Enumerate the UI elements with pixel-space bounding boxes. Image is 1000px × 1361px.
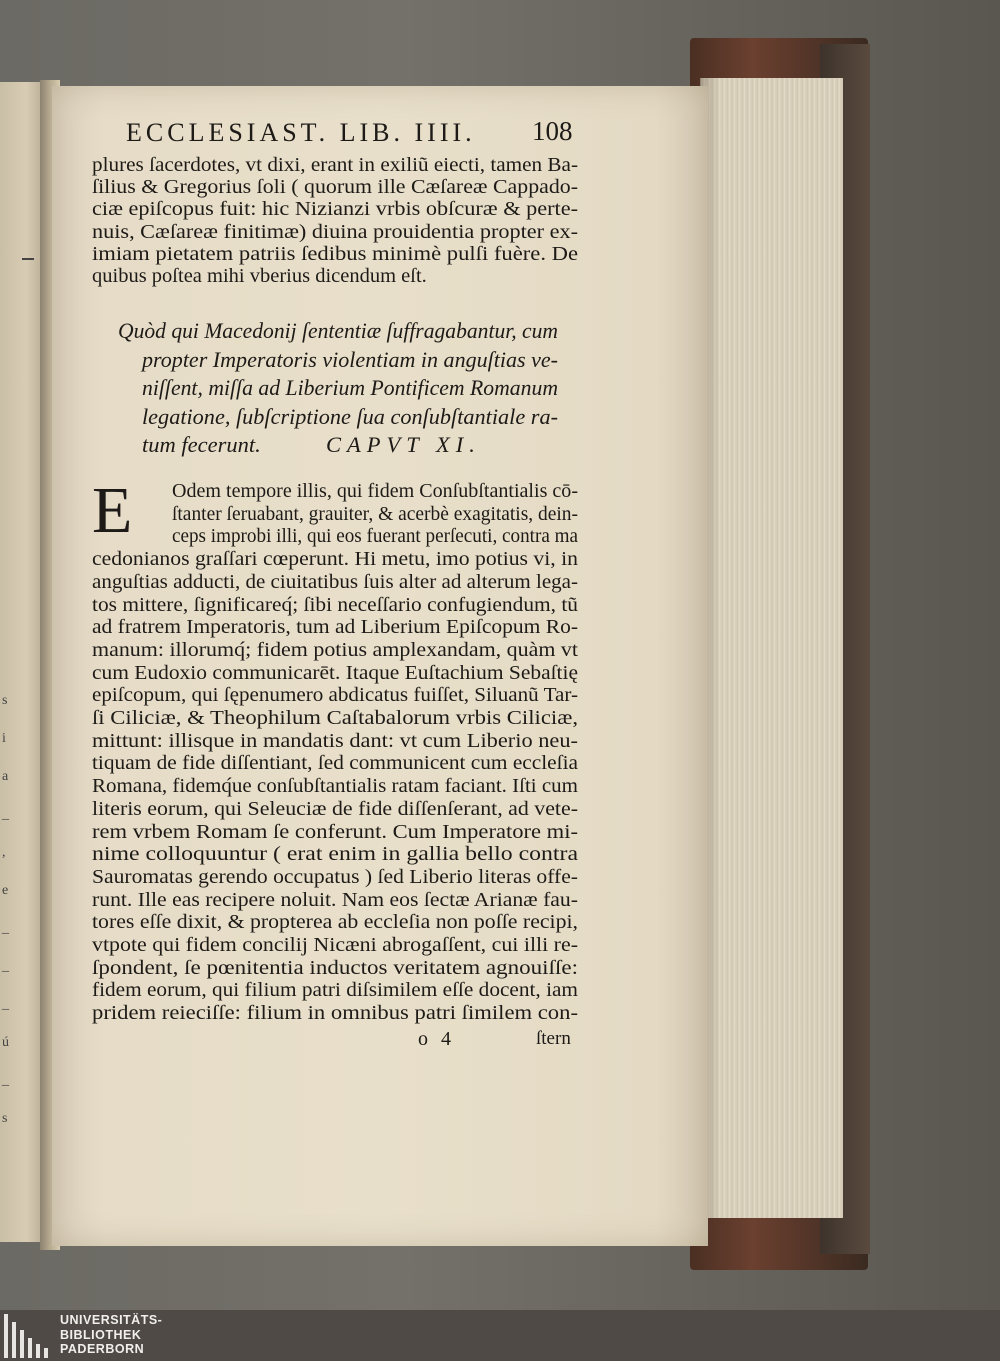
logo-bar [20,1330,24,1358]
text-line: tores eſſe dixit, & propterea ab eccleſia non poſſe recipi, [92,911,578,934]
heading-line: Quòd qui Macedonij ſententiæ ſuffragabantur, cum [118,318,558,343]
library-logo-text [60,1313,162,1357]
page-number: 108 [532,116,573,146]
logo-bar [4,1314,8,1358]
previous-page-marks [2,682,16,1138]
text-line: runt. Ille eas recipere noluit. Nam eos ſectæ Arianæ fau- [92,888,578,911]
text-line: manum: illorumq́; fidem potius amplexandam, quàm vt [92,638,578,661]
text-line: imiam pietatem patriis ſedibus minimè pulſi fuère. De [92,242,578,265]
text-line: nime colloquuntur ( erat enim in gallia bello contra [92,843,578,866]
logo-bar [28,1338,32,1358]
text-line: tos mittere, ſignificareq́; ſibi neceſſario confugiendum, tũ [92,593,578,616]
text-line: ſtanter ſeruabant, grauiter, & acerbè exagitatis, dein- [172,502,578,525]
previous-page-mark: ú [2,1035,9,1050]
catchword: ſtern [536,1028,571,1049]
text-line: pridem reieciſſe: filium in omnibus patri ſimilem con- [92,1002,578,1025]
previous-page-mark: _ [2,1073,9,1088]
previous-page-mark: _ [2,921,9,936]
logo-line-3: PADERBORN [60,1342,145,1356]
text-line: fidem eorum, qui filium patri diſsimilem eſſe docent, iam [92,979,578,1002]
text-line: vtpote qui fidem concilij Nicæni abrogaſſent, cui illi re- [92,934,578,956]
margin-mark [22,258,34,260]
heading-line: propter Imperatoris violentiam in anguſtias ve- [142,346,558,372]
logo-bar [36,1344,40,1358]
previous-page-sliver [0,82,44,1242]
previous-page-mark: s [2,1111,8,1126]
previous-page-mark: _ [2,807,9,822]
heading-line: tum fecerunt. [142,432,261,457]
heading-line: niſſent, miſſa ad Liberium Pontificem Romanum [142,375,558,400]
text-line: ſilius & Gregorius ſoli ( quorum ille Cæſareæ Cappado- [92,176,578,199]
text-line: tiquam de fide diſſentiant, ſed communicent cum eccleſia [92,752,578,775]
text-line: anguſtias adducti, de ciuitatibus ſuis alter ad alterum lega- [92,570,578,593]
previous-page-mark: a [2,769,9,784]
text-line: cum Eudoxio communicarēt. Itaque Euſtachium Sebaſtię [92,661,578,684]
text-line: plures ſacerdotes, vt dixi, erant in exiliũ eiecti, tamen Ba- [92,154,578,176]
library-logo-icon [4,1314,52,1358]
previous-page-mark: _ [2,959,9,974]
logo-bar [44,1348,48,1358]
text-line: ceps improbi illi, qui eos fuerant perſecuti, contra ma [172,525,578,548]
previous-page-mark: i [2,731,6,746]
text-line: literis eorum, qui Seleuciæ de fide diſſenſerant, ad vete- [92,797,578,820]
drop-initial: E [92,474,133,547]
text-line: cedonianos graſſari cœperunt. Hi metu, imo potius vi, in [92,548,578,571]
text-line: epiſcopum, qui ſępenumero abdicatus fuiſſet, Siluanũ Tar- [92,684,578,707]
heading-line: legatione, ſubſcriptione ſua conſubſtantiale ra- [142,403,558,429]
previous-page-mark: _ [2,997,9,1012]
text-line: Sauromatas gerendo occupatus ) ſed Liberio literas offe- [92,865,578,888]
text-line: ad fratrem Imperatoris, tum ad Liberium Epiſcopum Ro- [92,616,578,639]
previous-page-mark: , [2,845,6,860]
text-line: rem vrbem Romam ſe conferunt. Cum Imperatore mi- [92,820,578,843]
text-line: ſi Ciliciæ, & Theophilum Caſtabalorum vrbis Ciliciæ, [92,707,578,729]
text-line: Romana, fidemq́ue conſubſtantialis ratam faciant. Iſti cum [92,775,578,798]
page-fore-edge [700,78,843,1218]
logo-line-2: BIBLIOTHEK [60,1327,142,1342]
text-line: ſpondent, ſe pœnitentia inductos veritatem agnouiſſe: [92,956,578,979]
previous-page-mark: s [2,693,8,708]
logo-line-1: UNIVERSITÄTS- [60,1313,163,1327]
chapter-number: CAPVT XI. [326,432,481,457]
running-head: ECCLESIAST. LIB. IIII. [126,118,476,147]
text-line: ciæ epiſcopus fuit: hic Nizianzi vrbis obſcuræ & perte- [92,198,578,221]
logo-bar [12,1322,16,1358]
text-line: quibus poſtea mihi vberius dicendum eſt. [92,265,427,287]
previous-page-mark: e [2,883,9,898]
text-line: nuis, Cæſareæ finitimæ) diuina prouidentia propter ex- [92,220,578,243]
text-line: Odem tempore illis, qui fidem Conſubſtantialis cō- [172,480,578,502]
text-line: mittunt: illisque in mandatis dant: vt cum Liberio neu- [92,729,578,752]
signature-mark: o 4 [418,1028,455,1050]
